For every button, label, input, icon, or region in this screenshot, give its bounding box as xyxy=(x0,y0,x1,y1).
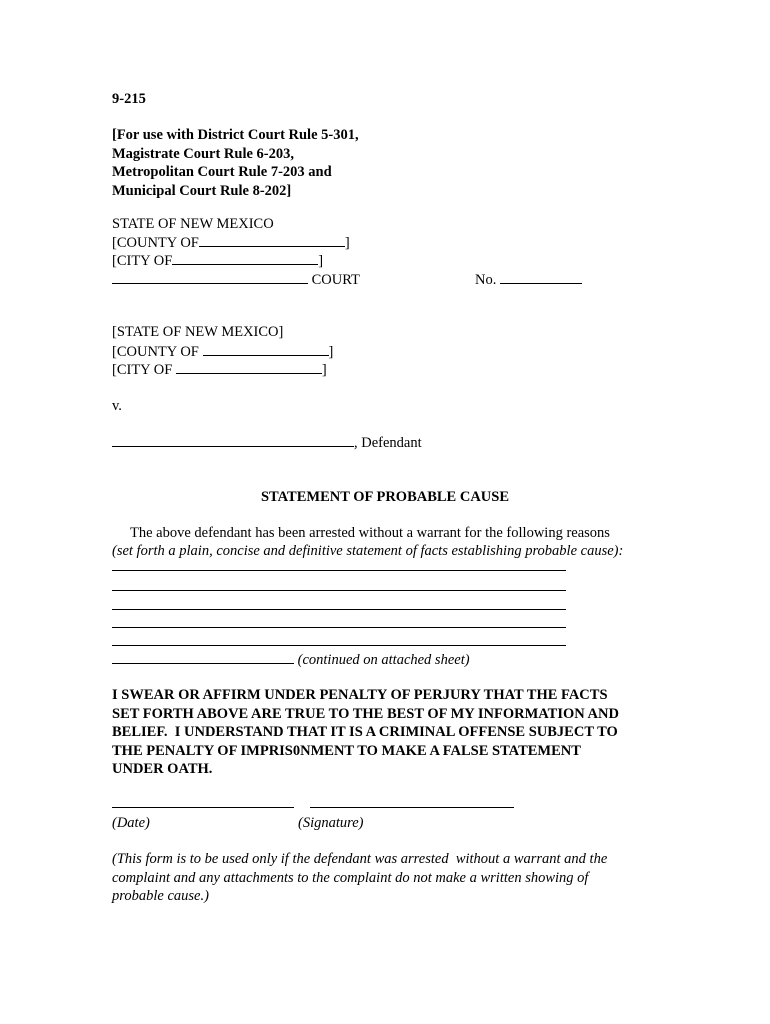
caption-court-row xyxy=(112,270,360,290)
intro-instruction: (set forth a plain, concise and definitive statement of facts establishing probable cause): xyxy=(112,543,624,559)
facts-line[interactable] xyxy=(112,645,566,646)
defendant-label: , Defendant xyxy=(354,435,422,451)
oath-line: UNDER OATH. xyxy=(112,761,213,777)
plaintiff-state: [STATE OF NEW MEXICO] xyxy=(112,324,284,340)
facts-line[interactable] xyxy=(112,609,566,610)
oath-statement xyxy=(112,686,619,779)
continued-row xyxy=(112,650,470,670)
bracket-close: ] xyxy=(321,362,327,378)
oath-line: BELIEF. I UNDERSTAND THAT IT IS A CRIMINAL OFFENSE SUBJECT TO xyxy=(112,724,618,740)
footnote-line: complaint and any attachments to the complaint do not make a written showing of xyxy=(112,869,589,886)
bracket-close: ] xyxy=(344,235,350,251)
date-label: (Date) xyxy=(112,815,150,831)
intro-text: The above defendant has been arrested without a warrant for the following reasons xyxy=(130,525,610,541)
caption-county-field[interactable] xyxy=(199,233,345,247)
continued-label: (continued on attached sheet) xyxy=(297,652,470,668)
plaintiff-county-label: [COUNTY OF xyxy=(112,344,199,360)
caption-county-row xyxy=(112,233,350,253)
defendant-name-field[interactable] xyxy=(112,433,354,447)
oath-line: THE PENALTY OF IMPRIS0NMENT TO MAKE A FALSE STATEMENT xyxy=(112,742,581,759)
defendant-row xyxy=(112,433,422,453)
plaintiff-county-field[interactable] xyxy=(203,342,329,356)
form-number: 9-215 xyxy=(112,91,146,107)
footnote-line: (This form is to be used only if the defendant was arrested without a warrant and the xyxy=(112,851,608,867)
footnote-line: probable cause.) xyxy=(112,888,209,904)
oath-line: SET FORTH ABOVE ARE TRUE TO THE BEST OF MY INFORMATION AND xyxy=(112,705,619,722)
rules-header-line: Municipal Court Rule 8-202] xyxy=(112,182,292,199)
caption-city-row xyxy=(112,251,323,271)
plaintiff-city-label: [CITY OF xyxy=(112,362,173,378)
caption-city-label: [CITY OF xyxy=(112,253,173,269)
case-number-label: No. xyxy=(475,272,497,288)
signature-label: (Signature) xyxy=(298,815,364,831)
bracket-close: ] xyxy=(318,253,324,269)
case-number-field[interactable] xyxy=(500,270,582,284)
rules-header-line: Magistrate Court Rule 6-203, xyxy=(112,145,295,162)
facts-line-short[interactable] xyxy=(112,650,294,664)
rules-header-line: [For use with District Court Rule 5-301, xyxy=(112,127,359,143)
bracket-close: ] xyxy=(328,344,334,360)
rules-header xyxy=(112,126,359,200)
footnote xyxy=(112,850,607,906)
date-field[interactable] xyxy=(112,807,294,808)
facts-line[interactable] xyxy=(112,570,566,571)
rules-header-line: Metropolitan Court Rule 7-203 and xyxy=(112,164,332,180)
signature-field[interactable] xyxy=(310,807,514,808)
caption-city-field[interactable] xyxy=(172,251,318,265)
plaintiff-city-row xyxy=(112,360,327,380)
caption-state: STATE OF NEW MEXICO xyxy=(112,216,274,232)
court-name-field[interactable] xyxy=(112,270,308,284)
facts-line[interactable] xyxy=(112,590,566,591)
court-label: COURT xyxy=(311,272,360,288)
plaintiff-city-field[interactable] xyxy=(176,360,322,374)
oath-line: I SWEAR OR AFFIRM UNDER PENALTY OF PERJURY THAT THE FACTS xyxy=(112,687,608,703)
document-title: STATEMENT OF PROBABLE CAUSE xyxy=(260,489,510,505)
caption-county-label: [COUNTY OF xyxy=(112,235,199,251)
case-number-row xyxy=(475,270,582,290)
plaintiff-county-row xyxy=(112,342,333,362)
facts-line[interactable] xyxy=(112,627,566,628)
versus-label: v. xyxy=(112,398,122,414)
